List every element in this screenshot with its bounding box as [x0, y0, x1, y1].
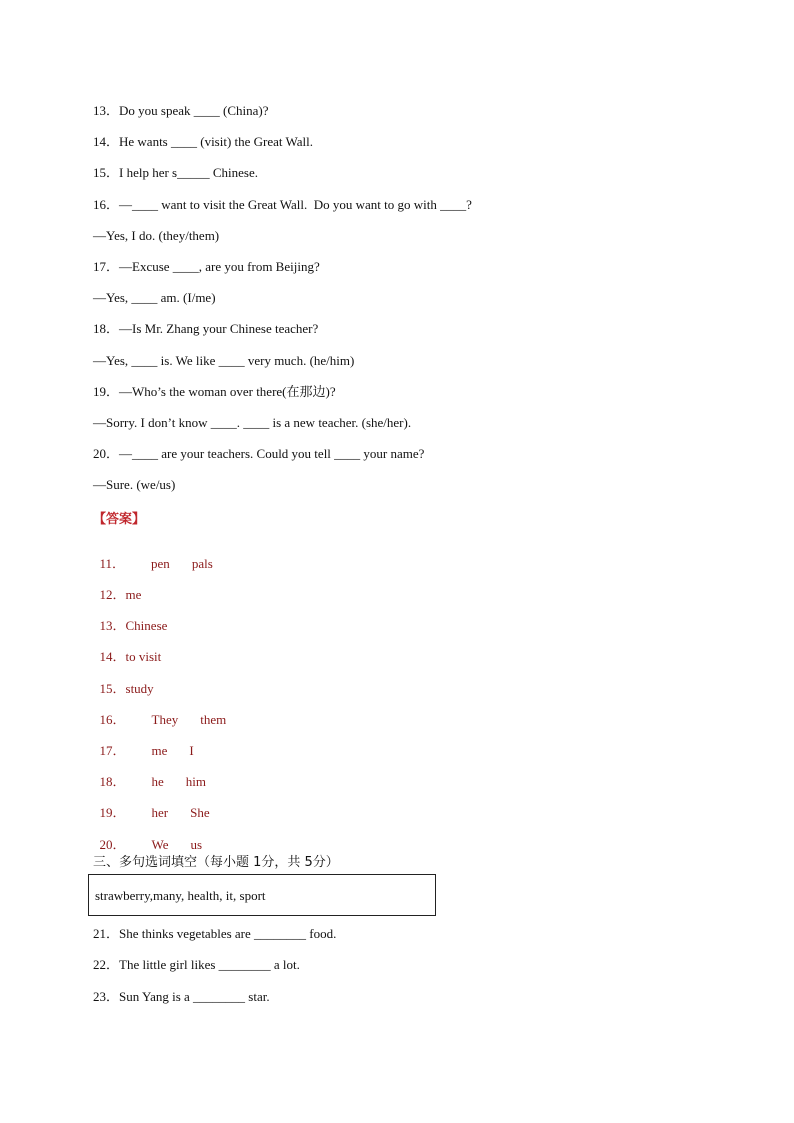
answer-number: 12． [99, 587, 126, 602]
answer-part-a: study [125, 681, 154, 696]
question-17-reply: —Yes, ____ am. (I/me) [93, 290, 216, 305]
answer-number: 14． [99, 649, 126, 664]
word-box [88, 874, 436, 916]
answer-part-b: She [190, 805, 210, 820]
question-19-reply: —Sorry. I don’t know ____. ____ is a new teacher. (she/her). [93, 415, 412, 430]
answer-number: 20． [99, 837, 126, 852]
answer-row [93, 571, 141, 603]
answer-number: 16． [99, 712, 126, 727]
answer-row [93, 789, 210, 821]
answer-number: 17． [99, 743, 126, 758]
question-16-reply: —Yes, I do. (they/them) [93, 228, 220, 243]
answer-heading: 【答案】 [93, 512, 146, 527]
answer-number: 11． [99, 556, 126, 571]
answer-number: 15． [99, 681, 126, 696]
question-16-prompt: 16．—____ want to visit the Great Wall. Do you want to go with ____? [93, 197, 472, 212]
question-20-prompt: 20．—____ are your teachers. Could you tell ____ your name? [93, 446, 425, 461]
question-17-prompt: 17．—Excuse ____, are you from Beijing? [93, 259, 320, 274]
question-15: 15．I help her s_____ Chinese. [93, 165, 259, 180]
answer-row [93, 727, 194, 759]
answer-part-a: me [125, 587, 142, 602]
answer-part-a: pen [151, 556, 170, 571]
answer-part-a: Chinese [125, 618, 168, 633]
answer-part-b: us [190, 837, 203, 852]
answer-number: 19． [99, 805, 126, 820]
answer-row [93, 758, 206, 790]
answer-row [93, 821, 202, 853]
answer-part-a: he [151, 774, 164, 789]
question-23: 23．Sun Yang is a ________ star. [93, 989, 270, 1004]
answer-number: 18． [99, 774, 126, 789]
answer-part-a: her [151, 805, 169, 820]
answer-row [93, 696, 226, 728]
answer-part-b: them [200, 712, 227, 727]
answer-part-a: They [151, 712, 179, 727]
answer-row [93, 665, 154, 697]
question-19-prompt: 19．—Who’s the woman over there(在那边)? [93, 384, 336, 399]
answer-part-a: me [151, 743, 168, 758]
question-21: 21．She thinks vegetables are ________ food. [93, 926, 337, 941]
answer-part-a: We [151, 837, 169, 852]
answer-part-a: to visit [125, 649, 162, 664]
question-18-reply: —Yes, ____ is. We like ____ very much. (he/him) [93, 353, 355, 368]
section-title: 三、多句选词填空（每小题 1分，共 5分） [93, 855, 339, 870]
answer-row [93, 633, 161, 665]
answer-part-b: I [189, 743, 194, 758]
question-14: 14．He wants ____ (visit) the Great Wall. [93, 134, 314, 149]
answer-part-b: pals [191, 556, 213, 571]
question-22: 22．The little girl likes ________ a lot. [93, 957, 300, 972]
answer-number: 13． [99, 618, 126, 633]
question-20-reply: —Sure. (we/us) [93, 477, 176, 492]
answer-row [93, 602, 167, 634]
word-box-text: strawberry,many, health, it, sport [95, 888, 266, 903]
question-13: 13．Do you speak ____ (China)? [93, 103, 269, 118]
answer-part-b: him [185, 774, 207, 789]
question-18-prompt: 18．—Is Mr. Zhang your Chinese teacher? [93, 321, 319, 336]
answer-row [93, 540, 213, 572]
